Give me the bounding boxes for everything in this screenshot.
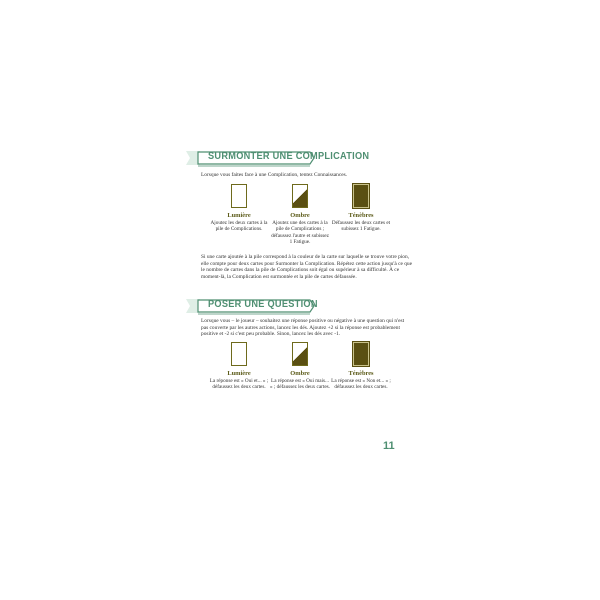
card-title: Lumière xyxy=(227,212,251,219)
section-intro: Lorsque vous faites face à une Complication, tentez Connaissances. xyxy=(201,172,348,178)
card-light-icon xyxy=(231,342,247,366)
card-dark-icon xyxy=(353,342,369,366)
card-description: Ajoutez les deux cartes à la pile de Complications. xyxy=(210,220,268,233)
card-shadow-icon xyxy=(292,184,308,208)
card-description: Ajoutez une des cartes à la pile de Complications ; défaussez l'autre et subissez 1 Fatigue. xyxy=(271,220,329,246)
card-title: Ombre xyxy=(290,370,310,377)
section-title: POSER UNE QUESTION xyxy=(208,299,318,310)
card-description: La réponse est « Oui et... » ; défaussez les deux cartes. xyxy=(209,378,269,391)
card-light-icon xyxy=(231,184,247,208)
section-body: Si une carte ajoutée à la pile correspond à la couleur de la carte sur laquelle se trouve votre pion, elle compte pour deux cartes pour Surmonter la Complication. Répétez cette action jusqu'à ce que le nombre de cartes dans la pile de Complications soit égal ou supérieur à sa difficulté. À ce moment-là, la Complication est surmontée et la pile de cartes défaussée. xyxy=(201,254,412,280)
card-shadow-icon xyxy=(292,342,308,366)
card-title: Ténèbres xyxy=(348,370,374,377)
card-description: La réponse est « Non et... » ; défaussez les deux cartes. xyxy=(331,378,391,391)
card-title: Ténèbres xyxy=(348,212,374,219)
card-description: Défaussez les deux cartes et subissez 1 Fatigue. xyxy=(331,220,391,233)
section-title: SURMONTER UNE COMPLICATION xyxy=(208,151,370,162)
card-title: Ombre xyxy=(290,212,310,219)
section-intro: Lorsque vous – le joueur – souhaitez une réponse positive ou négative à une question qui n'est pas couverte par les autres actions, lancez les dés. Ajoutez +2 si la réponse est probablement positive et -2 si c'est peu probable. Sinon, lancez les dés avec -1. xyxy=(201,318,405,338)
card-dark-icon xyxy=(353,184,369,208)
card-title: Lumière xyxy=(227,370,251,377)
page-number: 11 xyxy=(383,440,395,452)
card-description: La réponse est « Oui mais... » ; défaussez les deux cartes. xyxy=(270,378,330,391)
